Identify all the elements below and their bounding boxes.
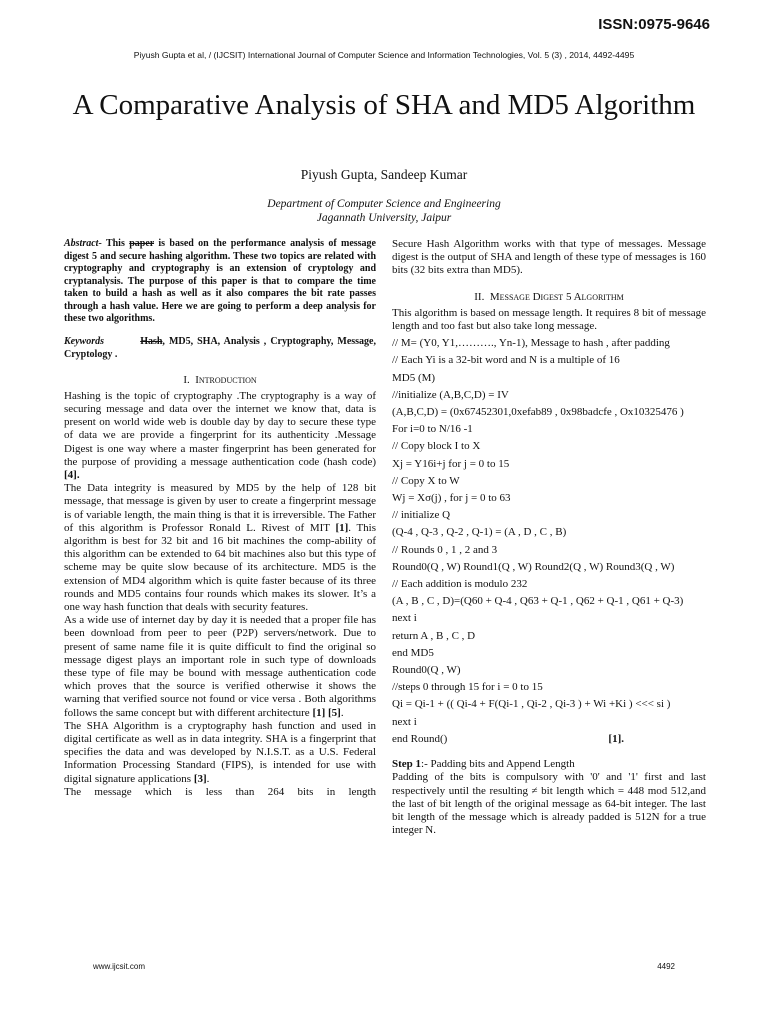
code-line: next i xyxy=(392,715,417,728)
citation: [3] xyxy=(193,772,207,785)
authors: Piyush Gupta, Sandeep Kumar xyxy=(300,167,468,182)
code-line: next i xyxy=(392,612,417,625)
code-line: // M= (Y0, Y1,………., Yn-1), Message to hash , after padding xyxy=(392,337,670,350)
paragraph-text: As a wide use of internet day by day it is needed that a proper file has been download from peer to peer (P2P) servers/network. Due to present of same name file it is quite difficult to find the original so message digest plays an important role in such type of downloads these type of file may be bound with message authentication code which proves that the source is verified otherwise it shows the warning that verified source not found or vice versa . Both algorithms follows the same concept but with different architecture xyxy=(64,614,376,719)
end-round-line xyxy=(392,733,706,746)
abstract-this: This xyxy=(101,238,130,249)
intro-paragraph-3 xyxy=(64,614,376,720)
intro-paragraph-4 xyxy=(64,720,376,786)
footer-page-number: 4492 xyxy=(657,962,675,971)
code-line: (A,B,C,D) = (0x67452301,0xefab89 , 0x98badcfe , Ox10325476 ) xyxy=(392,406,684,419)
paragraph-text: . xyxy=(340,706,344,719)
code-line: Xj = Y16i+j for j = 0 to 15 xyxy=(392,457,510,470)
affiliation xyxy=(0,197,768,225)
keywords xyxy=(64,335,376,361)
code-line: Round0(Q , W) Round1(Q , W) Round2(Q , W) Round3(Q , W) xyxy=(392,560,675,573)
right-column xyxy=(392,238,706,837)
abstract-label: Abstract- xyxy=(64,238,102,249)
abstract-struck-word: paper xyxy=(129,238,155,249)
issn-label: ISSN:0975-9646 xyxy=(598,16,710,33)
intro-paragraph-2 xyxy=(64,482,376,614)
step-title: :- Padding bits and Append Length xyxy=(421,758,575,771)
step1-text: Padding of the bits is compulsory with '0' and '1' first and last respectively until the resulting ≠ bit length which = 448 mod 512,and the last of bit length of the original message as 64-bit integer. The last bit length of the message which is already padded is 512N for a true integer N. xyxy=(392,771,706,837)
paragraph-text: The Data integrity is measured by MD5 by the help of 128 bit message, that message is given by user to create a fingerprint message is of variable length, the main thing is that it is irreversible. The Father of this algorithm is Professor Ronald L. Rivest of MIT xyxy=(64,482,376,534)
keywords-text: , MD5, SHA, Analysis , Cryptography, Message, Cryptology . xyxy=(64,335,377,360)
keywords-struck: Hash xyxy=(140,335,163,347)
paragraph-text: . This algorithm is best for 32 bit and 16 bit machines the comp-ability of this algorithm can be extended to 64 bit machines also but this type of scheme may be quite slow because of its architecture. MD5 is the extension of MD4 algorithm which is quite faster because of its three rounds and MD5 contains four rounds which makes its slower. It’s a one way hash function that deals with security features. xyxy=(64,521,376,613)
code-line: // Each Yi is a 32-bit word and N is a multiple of 16 xyxy=(392,354,620,367)
left-column xyxy=(64,238,376,799)
section-heading-introduction xyxy=(64,374,376,387)
running-head: Piyush Gupta et al, / (IJCSIT) International Journal of Computer Science and Information Technologies, Vol. 5 (3) , 2014, 4492-4495 xyxy=(133,50,635,60)
step1-heading xyxy=(392,758,706,771)
paragraph-text: Hashing is the topic of cryptography .The cryptography is a way of securing message and data over the internet we know that, data is present on world wide web is double day by day to secure these type of data we are provide a fingerprint for its authenticity .Message Digest is one way where a master fingerprint has been generated for the purpose of providing a message authentication code (hash code) xyxy=(64,389,376,468)
keywords-label: Keywords xyxy=(64,335,104,347)
citation: [4]. xyxy=(64,468,80,481)
code-line: (Q-4 , Q-3 , Q-2 , Q-1) = (A , D , C , B) xyxy=(392,526,567,539)
code-line: Round0(Q , W) xyxy=(392,664,461,677)
code-line: // Each addition is modulo 232 xyxy=(392,578,528,591)
code-line: end MD5 xyxy=(392,646,434,659)
code-line: Wj = Xσ(j) , for j = 0 to 63 xyxy=(392,492,511,505)
code-line: return A , B , C , D xyxy=(392,629,476,642)
md5-pseudocode xyxy=(392,337,706,729)
sha-continuation: Secure Hash Algorithm works with that type of messages. Message digest is the output of SHA and length of these type of messages is 160 bits (32 bits extra than MD5). xyxy=(392,238,706,277)
code-line: (A , B , C , D)=(Q60 + Q-4 , Q63 + Q-1 , Q62 + Q-1 , Q61 + Q-3) xyxy=(392,595,684,608)
code-line: Qi = Qi-1 + (( Qi-4 + F(Qi-1 , Qi-2 , Qi-3 ) + Wi +Ki ) <<< si ) xyxy=(392,698,671,711)
affiliation-dept: Department of Computer Science and Engineering xyxy=(267,198,501,210)
citation: [1]. xyxy=(608,732,624,745)
code-line: //steps 0 through 15 for i = 0 to 15 xyxy=(392,681,543,694)
code-line: // Rounds 0 , 1 , 2 and 3 xyxy=(392,543,498,556)
intro-paragraph-5: The message which is less than 264 bits in length xyxy=(64,785,376,798)
code-line: // initialize Q xyxy=(392,509,451,522)
code-line: MD5 (M) xyxy=(392,371,436,384)
section-heading-md5 xyxy=(392,291,706,304)
citation: [1] xyxy=(335,521,349,534)
step-label: Step 1 xyxy=(392,758,422,771)
paragraph-text: The SHA Algorithm is a cryptography hash function and used in digital certificate as well as in data integrity. SHA is a fingerprint that specifies the data and was developed by N.I.S.T. as a U.S. Federal Information Processing Standard (FIPS), is intended for use with digital signature applications xyxy=(64,719,376,785)
paper-title: A Comparative Analysis of SHA and MD5 Algorithm xyxy=(72,89,696,121)
code-line: // Copy X to W xyxy=(392,474,460,487)
section-title: Introduction xyxy=(195,373,257,386)
affiliation-univ: Jagannath University, Jaipur xyxy=(316,212,452,224)
abstract-text: is based on the performance analysis of message digest 5 and secure hashing algorithm. These two topics are related with cryptography and cryptography is an extension of cryptology and cryptanalysis. The purpose of this paper is that to compare the time taken to build a hash as well as it also compares the bit rate passes through a hash value. Here we are going to perform a deep analysis for these two algorithms. xyxy=(64,238,376,324)
citation: [1] [5] xyxy=(312,706,341,719)
code-line: // Copy block I to X xyxy=(392,440,481,453)
section-title: Message Digest 5 Algorithm xyxy=(489,290,624,303)
md5-intro: This algorithm is based on message length. It requires 8 bit of message length and too fast but also take long message. xyxy=(392,306,706,333)
intro-paragraph-1 xyxy=(64,390,376,482)
section-number: II. xyxy=(474,290,485,303)
code-line: end Round() xyxy=(392,732,448,745)
section-number: I. xyxy=(183,373,190,386)
code-line: For i=0 to N/16 -1 xyxy=(392,423,473,436)
abstract xyxy=(64,238,376,326)
footer-website: www.ijcsit.com xyxy=(93,962,146,971)
paragraph-text: . xyxy=(206,772,210,785)
code-line: //initialize (A,B,C,D) = IV xyxy=(392,388,509,401)
